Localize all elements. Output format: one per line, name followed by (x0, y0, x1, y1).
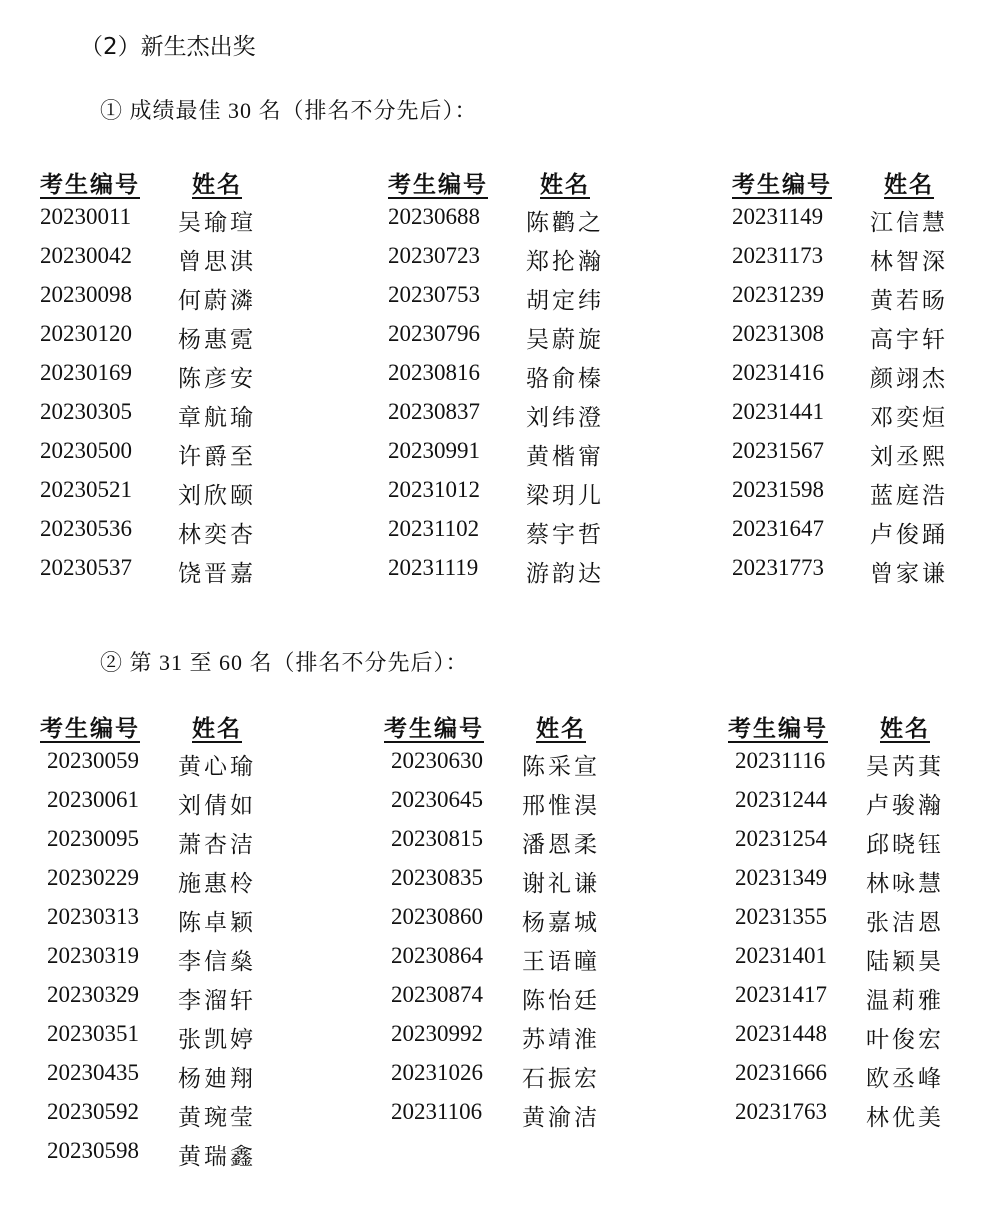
header-name: 姓名 (192, 172, 242, 197)
student-row (40, 1138, 280, 1177)
student-row (40, 399, 280, 438)
student-row (40, 826, 280, 865)
header-exam-number: 考生编号 (40, 172, 140, 197)
student-name: 杨嘉城 (522, 910, 600, 935)
student-row (728, 982, 968, 1021)
section1-title: ① 成绩最佳 30 名（排名不分先后）： (100, 98, 478, 123)
header-name: 姓名 (880, 716, 930, 741)
exam-number: 20230011 (40, 204, 132, 229)
student-name: 张凯婷 (178, 1027, 256, 1052)
student-row (384, 943, 624, 982)
exam-number: 20230169 (40, 360, 132, 385)
student-row (384, 1060, 624, 1099)
student-name: 温莉雅 (866, 988, 944, 1013)
student-name: 卢骏瀚 (866, 793, 944, 818)
exam-number: 20230329 (47, 982, 139, 1007)
student-name: 梁玥儿 (526, 483, 604, 508)
student-row (732, 243, 972, 282)
exam-number: 20231773 (732, 555, 824, 580)
exam-number: 20230630 (391, 748, 483, 773)
column-header (384, 710, 624, 748)
section2-column (40, 710, 280, 1177)
student-row (40, 555, 280, 594)
student-name: 邓奕烜 (870, 405, 948, 430)
student-name: 饶晋嘉 (178, 561, 256, 586)
student-name: 林奕杏 (178, 522, 256, 547)
student-row (40, 438, 280, 477)
exam-number: 20230095 (47, 826, 139, 851)
exam-number: 20231417 (735, 982, 827, 1007)
exam-number: 20230815 (391, 826, 483, 851)
student-name: 曾思淇 (178, 249, 256, 274)
section2-column (728, 710, 968, 1138)
student-row (384, 1021, 624, 1060)
exam-number: 20230042 (40, 243, 132, 268)
student-row (728, 748, 968, 787)
student-name: 高宇轩 (870, 327, 948, 352)
exam-number: 20230319 (47, 943, 139, 968)
header-exam-number: 考生编号 (40, 716, 140, 741)
student-row (732, 360, 972, 399)
student-row (728, 787, 968, 826)
student-row (728, 943, 968, 982)
student-row (732, 321, 972, 360)
student-row (40, 787, 280, 826)
student-name: 黄渝洁 (522, 1105, 600, 1130)
student-name: 刘丞熙 (870, 444, 948, 469)
column-header (732, 166, 972, 204)
exam-number: 20230098 (40, 282, 132, 307)
header-name: 姓名 (884, 172, 934, 197)
section2-title: ② 第 31 至 60 名（排名不分先后）： (100, 650, 469, 675)
exam-number: 20231416 (732, 360, 824, 385)
section1-column (40, 166, 280, 594)
student-name: 邱晓钰 (866, 832, 944, 857)
student-row (40, 748, 280, 787)
student-name: 颜翊杰 (870, 366, 948, 391)
student-name: 游韵达 (526, 561, 604, 586)
exam-number: 20230592 (47, 1099, 139, 1124)
exam-number: 20231567 (732, 438, 824, 463)
student-row (728, 1021, 968, 1060)
student-row (388, 204, 628, 243)
student-name: 叶俊宏 (866, 1027, 944, 1052)
student-row (40, 204, 280, 243)
student-row (388, 321, 628, 360)
student-row (40, 282, 280, 321)
exam-number: 20230860 (391, 904, 483, 929)
exam-number: 20230537 (40, 555, 132, 580)
exam-number: 20230229 (47, 865, 139, 890)
student-name: 刘倩如 (178, 793, 256, 818)
exam-number: 20231254 (735, 826, 827, 851)
student-name: 林优美 (866, 1105, 944, 1130)
student-row (732, 477, 972, 516)
student-row (384, 787, 624, 826)
student-row (732, 282, 972, 321)
student-name: 许爵至 (178, 444, 256, 469)
student-name: 陈卓颖 (178, 910, 256, 935)
exam-number: 20231116 (735, 748, 826, 773)
student-row (40, 865, 280, 904)
exam-number: 20231448 (735, 1021, 827, 1046)
student-name: 陈彦安 (178, 366, 256, 391)
student-name: 蔡宇哲 (526, 522, 604, 547)
student-name: 邢惟淏 (522, 793, 600, 818)
exam-number: 20230536 (40, 516, 132, 541)
student-row (40, 477, 280, 516)
student-row (388, 243, 628, 282)
student-name: 苏靖淮 (522, 1027, 600, 1052)
column-header (728, 710, 968, 748)
section-heading: （2）新生杰出奖 (80, 34, 256, 60)
exam-number: 20231149 (732, 204, 824, 229)
student-name: 杨惠霓 (178, 327, 256, 352)
exam-number: 20230874 (391, 982, 483, 1007)
student-name: 陆颖昊 (866, 949, 944, 974)
student-name: 刘纬澄 (526, 405, 604, 430)
exam-number: 20230723 (388, 243, 480, 268)
section1-column (388, 166, 628, 594)
student-name: 郑抡瀚 (526, 249, 604, 274)
student-row (384, 1099, 624, 1138)
exam-number: 20231106 (391, 1099, 483, 1124)
student-name: 陈怡廷 (522, 988, 600, 1013)
exam-number: 20230059 (47, 748, 139, 773)
student-name: 谢礼谦 (522, 871, 600, 896)
header-exam-number: 考生编号 (384, 716, 484, 741)
student-name: 黄楷甯 (526, 444, 604, 469)
header-exam-number: 考生编号 (388, 172, 488, 197)
column-header (40, 166, 280, 204)
student-row (40, 516, 280, 555)
student-name: 吴瑜瑄 (178, 210, 256, 235)
student-name: 李溜轩 (178, 988, 256, 1013)
student-row (388, 477, 628, 516)
student-name: 蓝庭浩 (870, 483, 948, 508)
exam-number: 20231441 (732, 399, 824, 424)
student-name: 骆俞榛 (526, 366, 604, 391)
student-row (732, 204, 972, 243)
exam-number: 20230796 (388, 321, 480, 346)
student-name: 黄琬莹 (178, 1105, 256, 1130)
exam-number: 20230816 (388, 360, 480, 385)
column-header (388, 166, 628, 204)
student-row (40, 1099, 280, 1138)
student-row (40, 1060, 280, 1099)
exam-number: 20230061 (47, 787, 139, 812)
section1-column (732, 166, 972, 594)
student-row (40, 243, 280, 282)
exam-number: 20230500 (40, 438, 132, 463)
exam-number: 20231666 (735, 1060, 827, 1085)
student-name: 李信燊 (178, 949, 256, 974)
exam-number: 20230688 (388, 204, 480, 229)
column-header (40, 710, 280, 748)
section2-column (384, 710, 624, 1138)
student-name: 胡定纬 (526, 288, 604, 313)
student-row (728, 904, 968, 943)
student-name: 林咏慧 (866, 871, 944, 896)
student-row (384, 748, 624, 787)
header-exam-number: 考生编号 (728, 716, 828, 741)
student-name: 施惠柃 (178, 871, 256, 896)
student-name: 潘恩柔 (522, 832, 600, 857)
exam-number: 20230992 (391, 1021, 483, 1046)
student-name: 吴蔚旋 (526, 327, 604, 352)
exam-number: 20230305 (40, 399, 132, 424)
student-name: 陈采宣 (522, 754, 600, 779)
student-row (728, 1060, 968, 1099)
exam-number: 20230351 (47, 1021, 139, 1046)
student-row (732, 438, 972, 477)
student-row (732, 399, 972, 438)
student-name: 陈鹳之 (526, 210, 604, 235)
exam-number: 20230435 (47, 1060, 139, 1085)
student-name: 萧杏洁 (178, 832, 256, 857)
student-name: 张洁恩 (866, 910, 944, 935)
student-name: 石振宏 (522, 1066, 600, 1091)
header-exam-number: 考生编号 (732, 172, 832, 197)
student-name: 黄瑞鑫 (178, 1144, 256, 1169)
student-row (388, 360, 628, 399)
student-row (388, 282, 628, 321)
student-name: 章航瑜 (178, 405, 256, 430)
student-row (40, 360, 280, 399)
exam-number: 20231647 (732, 516, 824, 541)
student-row (40, 904, 280, 943)
student-name: 曾家谦 (870, 561, 948, 586)
student-name: 王语曈 (522, 949, 600, 974)
exam-number: 20230120 (40, 321, 132, 346)
student-row (40, 321, 280, 360)
student-name: 欧丞峰 (866, 1066, 944, 1091)
student-name: 江信慧 (870, 210, 948, 235)
student-row (384, 826, 624, 865)
student-row (384, 982, 624, 1021)
student-name: 黄心瑜 (178, 754, 256, 779)
exam-number: 20230598 (47, 1138, 139, 1163)
student-row (728, 826, 968, 865)
exam-number: 20231026 (391, 1060, 483, 1085)
exam-number: 20231308 (732, 321, 824, 346)
student-row (732, 516, 972, 555)
exam-number: 20230313 (47, 904, 139, 929)
exam-number: 20231401 (735, 943, 827, 968)
student-row (728, 865, 968, 904)
exam-number: 20231244 (735, 787, 827, 812)
exam-number: 20230753 (388, 282, 480, 307)
header-name: 姓名 (536, 716, 586, 741)
student-row (40, 1021, 280, 1060)
exam-number: 20230864 (391, 943, 483, 968)
exam-number: 20231239 (732, 282, 824, 307)
student-name: 杨廸翔 (178, 1066, 256, 1091)
exam-number: 20231355 (735, 904, 827, 929)
exam-number: 20230645 (391, 787, 483, 812)
exam-number: 20231102 (388, 516, 480, 541)
exam-number: 20230991 (388, 438, 480, 463)
exam-number: 20231173 (732, 243, 824, 268)
student-row (388, 438, 628, 477)
student-name: 卢俊踊 (870, 522, 948, 547)
student-row (388, 555, 628, 594)
student-row (40, 982, 280, 1021)
student-name: 黄若旸 (870, 288, 948, 313)
student-row (384, 865, 624, 904)
student-name: 吴芮萁 (866, 754, 944, 779)
student-row (40, 943, 280, 982)
student-row (388, 399, 628, 438)
student-row (384, 904, 624, 943)
student-name: 林智深 (870, 249, 948, 274)
student-name: 刘欣颐 (178, 483, 256, 508)
exam-number: 20231349 (735, 865, 827, 890)
exam-number: 20230521 (40, 477, 132, 502)
exam-number: 20231119 (388, 555, 479, 580)
student-row (732, 555, 972, 594)
header-name: 姓名 (540, 172, 590, 197)
exam-number: 20231012 (388, 477, 480, 502)
header-name: 姓名 (192, 716, 242, 741)
exam-number: 20230837 (388, 399, 480, 424)
student-row (388, 516, 628, 555)
exam-number: 20231598 (732, 477, 824, 502)
exam-number: 20230835 (391, 865, 483, 890)
student-row (728, 1099, 968, 1138)
student-name: 何蔚潾 (178, 288, 256, 313)
exam-number: 20231763 (735, 1099, 827, 1124)
